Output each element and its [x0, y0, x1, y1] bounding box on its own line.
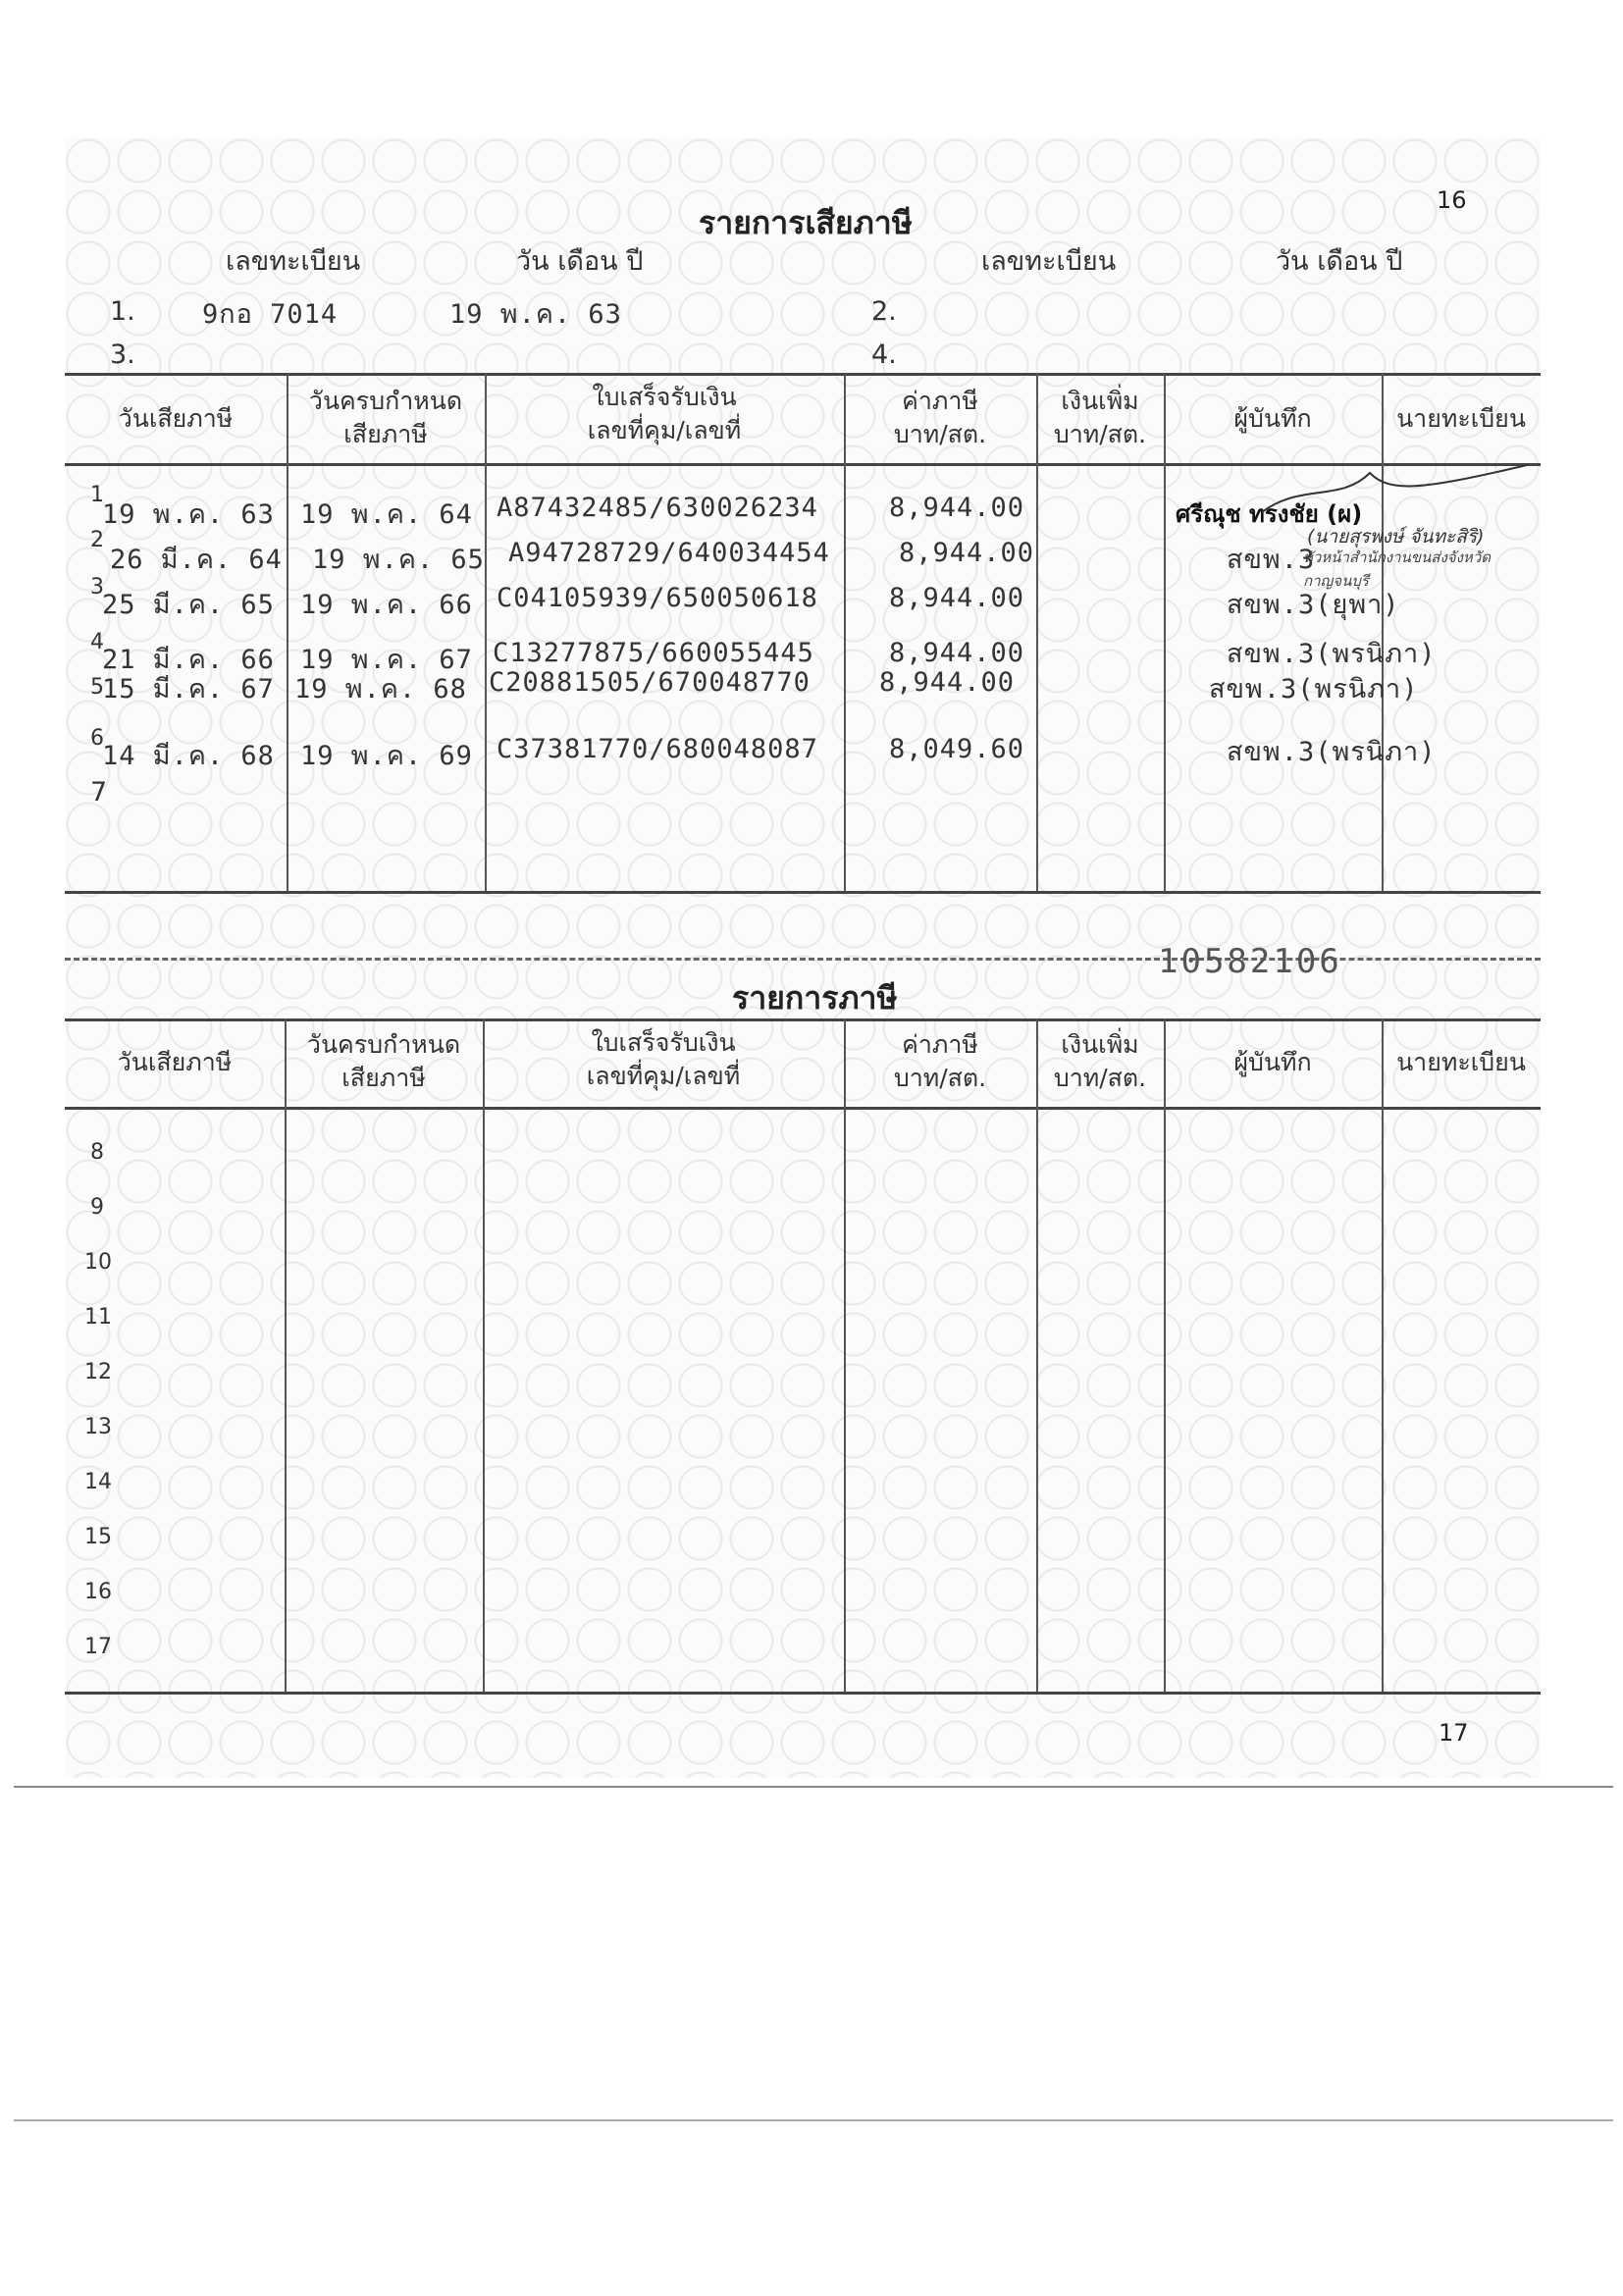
row-number: 9: [90, 1195, 104, 1220]
cell-tax: 8,049.60: [889, 734, 1025, 764]
cell-receipt: A87432485/630026234: [497, 493, 818, 523]
header-due-date: วันครบกำหนด เสียภาษี: [308, 387, 463, 448]
cell-pay-date: 25 มี.ค. 65: [102, 590, 275, 620]
header-recorder: ผู้บันทึก: [1233, 404, 1312, 433]
table2-divider: [844, 1018, 846, 1692]
cell-due-date: 19 พ.ค. 66: [300, 590, 473, 620]
row-number: 5: [90, 675, 104, 700]
table2-divider: [483, 1018, 485, 1692]
table2-divider: [1036, 1018, 1038, 1692]
page-number-bottom: 17: [1439, 1719, 1469, 1747]
cell-receipt: C04105939/650050618: [497, 583, 818, 613]
cell-pay-date: 26 มี.ค. 64: [110, 545, 283, 575]
date-label-left: วัน เดือน ปี: [516, 246, 644, 277]
header-receipt: ใบเสร็จรับเงิน เลขที่คุม/เลขที่: [587, 383, 742, 444]
reg-entry-no: 2.: [871, 296, 897, 327]
cell-pay-date: 19 พ.ค. 63: [102, 499, 275, 530]
reg-entry-date: 19 พ.ค. 63: [449, 299, 622, 330]
page-number-top: 16: [1437, 186, 1467, 214]
cell-tax: 8,944.00: [879, 667, 1016, 698]
table2-divider: [285, 1018, 287, 1692]
stamp-text: (นายสุรพงษ์ จันทะสิริ): [1307, 526, 1485, 548]
scan-edge-line: [14, 2119, 1613, 2121]
cell-pay-date: 21 มี.ค. 66: [102, 645, 275, 675]
cell-due-date: 19 พ.ค. 65: [312, 545, 485, 575]
row-number: 7: [90, 777, 108, 808]
reg-entry-no: 3.: [110, 339, 135, 370]
table2-divider: [1382, 1018, 1384, 1692]
row-number: 14: [84, 1470, 112, 1494]
header-tax: ค่าภาษี บาท/สต.: [893, 387, 987, 448]
row-number: 1: [90, 483, 104, 507]
cell-receipt: C20881505/670048770: [489, 667, 811, 698]
cell-recorder: สขพ.3(ยุพา): [1227, 590, 1400, 620]
cell-due-date: 19 พ.ค. 68: [294, 674, 467, 704]
cell-tax: 8,944.00: [889, 638, 1025, 668]
stamp-subtext: หัวหน้าสำนักงานขนส่งจังหวัดกาญจนบุรี: [1303, 548, 1491, 590]
cell-receipt: A94728729/640034454: [508, 538, 830, 568]
cell-recorder: สขพ.3(พรนิภา): [1227, 737, 1437, 767]
row-number: 12: [84, 1360, 112, 1384]
reg-entry-plate: 9กอ 7014: [202, 299, 339, 330]
header-registrar: นายทะเบียน: [1396, 404, 1526, 433]
row-number: 17: [84, 1635, 112, 1659]
row-number: 13: [84, 1415, 112, 1439]
section-title-tax-payment: รายการเสียภาษี: [699, 204, 913, 241]
header-registrar: นายทะเบียน: [1396, 1048, 1526, 1076]
cell-pay-date: 15 มี.ค. 67: [102, 674, 275, 704]
cell-tax: 8,944.00: [889, 493, 1025, 523]
cell-pay-date: 14 มี.ค. 68: [102, 741, 275, 771]
cell-recorder: ศรีณุช ทรงชัย (ผ): [1176, 500, 1363, 528]
cell-due-date: 19 พ.ค. 69: [300, 741, 473, 771]
cell-due-date: 19 พ.ค. 67: [300, 645, 473, 675]
cell-recorder: สขพ.3(พรนิภา): [1227, 639, 1437, 669]
reg-entry-no: 1.: [110, 296, 135, 327]
cell-tax: 8,944.00: [899, 538, 1035, 568]
table1-bottom-border: [65, 891, 1541, 894]
table2-divider: [1164, 1018, 1166, 1692]
reg-label-right: เลขทะเบียน: [981, 246, 1117, 277]
cell-tax: 8,944.00: [889, 583, 1025, 613]
scan-edge-line: [14, 1786, 1613, 1788]
cell-recorder: สขพ.3: [1227, 545, 1316, 575]
row-number: 4: [90, 630, 104, 654]
table1-divider: [485, 373, 487, 891]
header-extra: เงินเพิ่ม บาท/สต.: [1053, 1030, 1147, 1092]
date-label-right: วัน เดือน ปี: [1276, 246, 1403, 277]
row-number: 6: [90, 726, 104, 751]
header-due-date: วันครบกำหนด เสียภาษี: [306, 1030, 461, 1092]
row-number: 15: [84, 1525, 112, 1549]
cell-receipt: C37381770/680048087: [497, 734, 818, 764]
cell-due-date: 19 พ.ค. 64: [300, 499, 473, 530]
row-number: 16: [84, 1580, 112, 1604]
table1-divider: [1164, 373, 1166, 891]
section-title-tax: รายการภาษี: [732, 979, 898, 1017]
table2-bottom-border: [65, 1692, 1541, 1695]
row-number: 10: [84, 1250, 112, 1275]
header-extra: เงินเพิ่ม บาท/สต.: [1053, 387, 1147, 448]
row-number: 11: [84, 1305, 112, 1330]
row-number: 2: [90, 528, 104, 552]
document-page: [65, 137, 1541, 1778]
row-number: 8: [90, 1140, 104, 1165]
serial-number: 10582106: [1158, 942, 1342, 981]
header-recorder: ผู้บันทึก: [1233, 1048, 1312, 1076]
header-tax: ค่าภาษี บาท/สต.: [893, 1030, 987, 1092]
cell-receipt: C13277875/660055445: [493, 638, 814, 668]
header-pay-date: วันเสียภาษี: [118, 404, 234, 433]
reg-entry-no: 4.: [871, 339, 897, 370]
cell-recorder: สขพ.3(พรนิภา): [1209, 674, 1419, 704]
header-pay-date: วันเสียภาษี: [117, 1048, 233, 1076]
header-receipt: ใบเสร็จรับเงิน เลขที่คุม/เลขที่: [586, 1028, 741, 1090]
row-number: 3: [90, 575, 104, 600]
reg-label-left: เลขทะเบียน: [226, 246, 361, 277]
